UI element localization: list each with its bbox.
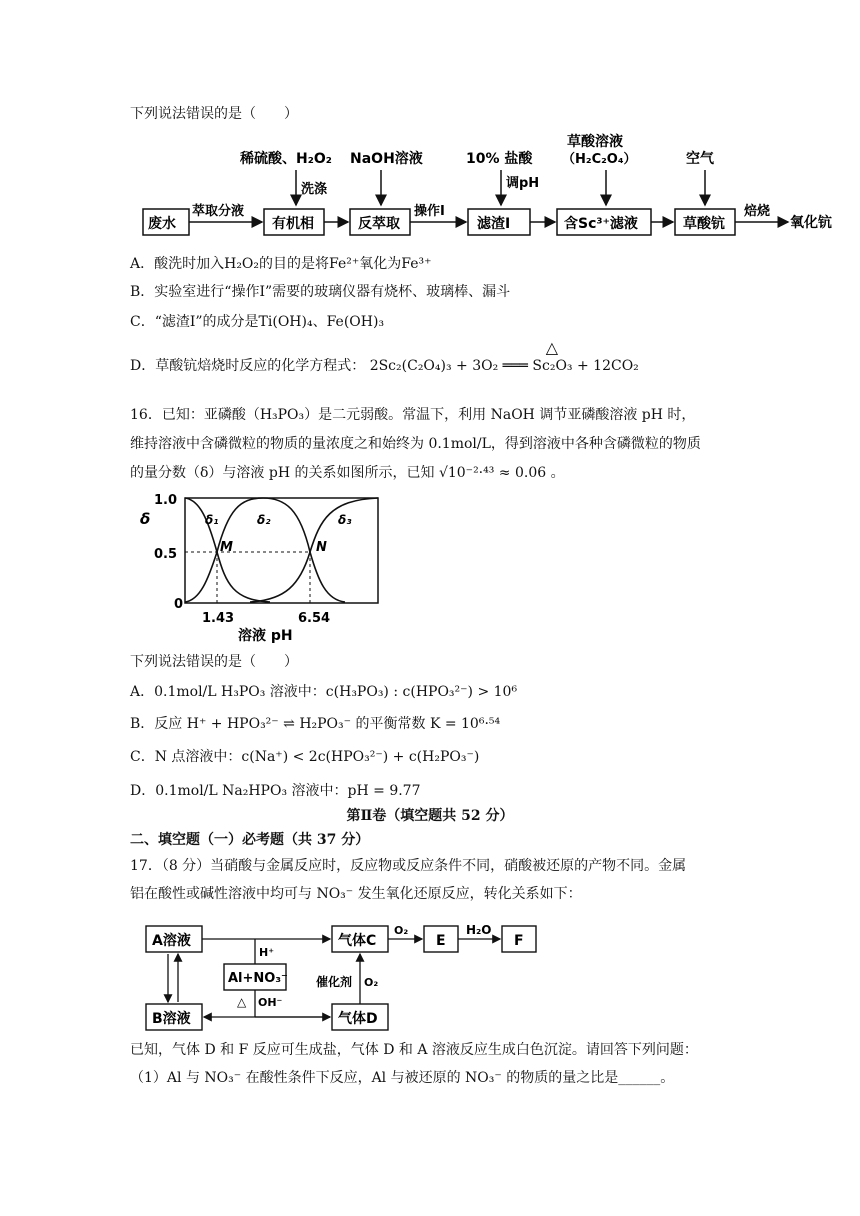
q16-stem-3: 的量分数（δ）与溶液 pH 的关系如图所示，已知 √10⁻²·⁴³ ≈ 0.06 。 [130, 465, 565, 481]
flow-box-residue: 滤渣Ⅰ [477, 216, 511, 232]
flow-step-ph: 调pH [506, 176, 540, 191]
graph-x-axis-label: 溶液 pH [238, 628, 293, 644]
diagram-f: F [514, 933, 524, 949]
process-flowchart [0, 130, 860, 250]
q15-option-b: B．实验室进行“操作Ⅰ”需要的玻璃仪器有烧杯、玻璃棒、漏斗 [130, 284, 511, 300]
graph-y-axis-label: δ [140, 510, 151, 528]
flow-step-roast: 焙烧 [744, 204, 771, 219]
q17-known: 已知，气体 D 和 F 反应可生成盐，气体 D 和 A 溶液反应生成白色沉淀。请回答下列问题： [130, 1042, 698, 1058]
diagram-b-solution: B溶液 [152, 1011, 191, 1027]
distribution-graph [130, 490, 410, 650]
graph-curve-delta3: δ₃ [338, 513, 352, 527]
graph-x-tick-2: 6.54 [298, 611, 331, 626]
q16-option-d: D．0.1mol/L Na₂HPO₃ 溶液中：pH = 9.77 [130, 783, 421, 799]
q17-stem-1: 17．（8 分）当硝酸与金属反应时，反应物或反应条件不同，硝酸被还原的产物不同。金属 [130, 858, 687, 874]
reaction-diagram [140, 914, 560, 1034]
q15-option-a: A．酸洗时加入H₂O₂的目的是将Fe²⁺氧化为Fe³⁺ [130, 256, 432, 272]
diagram-gas-d: 气体D [338, 1011, 378, 1027]
q16-option-b: B．反应 H⁺ + HPO₃²⁻ ⇌ H₂PO₃⁻ 的平衡常数 K = 10⁶·⁵⁴ [130, 716, 501, 732]
q17-stem-2: 铝在酸性或碱性溶液中均可与 NO₃⁻ 发生氧化还原反应，转化关系如下： [130, 886, 582, 902]
flow-box-organic: 有机相 [272, 216, 314, 232]
flow-box-scandium-oxalate: 草酸钪 [683, 216, 725, 232]
q15-option-d-prefix: D．草酸钪焙烧时反应的化学方程式： [130, 358, 366, 374]
graph-point-m: M [220, 540, 233, 555]
diagram-o2-top: O₂ [394, 924, 409, 937]
section2-title: 第Ⅱ卷（填空题共 52 分） [346, 808, 514, 824]
flow-box-wastewater: 废水 [148, 216, 176, 232]
graph-point-n: N [316, 540, 327, 555]
flow-step-wash: 洗涤 [301, 182, 328, 197]
diagram-delta: △ [237, 995, 247, 1009]
flow-input-naoh: NaOH溶液 [350, 151, 423, 167]
q15-option-d-condition: △ [545, 338, 558, 357]
q16-stem-1: 16．已知：亚磷酸（H₃PO₃）是二元弱酸。常温下，利用 NaOH 调节亚磷酸溶液 pH 时， [130, 407, 696, 423]
diagram-catalyst: 催化剂 [316, 975, 353, 989]
diagram-o2-side: O₂ [364, 976, 379, 989]
section2-part1: 二、填空题（一）必考题（共 37 分） [130, 832, 370, 848]
graph-curve-delta2: δ₂ [257, 513, 271, 527]
flow-input-oxalic-1: 草酸溶液 [567, 134, 623, 150]
flow-box-backextract: 反萃取 [358, 216, 400, 232]
q17-subquestion-1: （1）Al 与 NO₃⁻ 在酸性条件下反应，Al 与被还原的 NO₃⁻ 的物质的量之比是______。 [130, 1070, 675, 1086]
flow-input-oxalic-2: （H₂C₂O₄） [562, 152, 637, 167]
q15-option-d [130, 338, 639, 376]
flow-input-hcl: 10% 盐酸 [466, 151, 533, 167]
q16-prompt: 下列说法错误的是（ ） [130, 654, 298, 670]
diagram-al-nitrate: Al+NO₃⁻ [228, 971, 288, 986]
graph-y-tick-mid: 0.5 [154, 547, 178, 562]
flow-input-air: 空气 [686, 151, 714, 167]
q15-prompt: 下列说法错误的是（ ） [130, 106, 298, 122]
graph-curve-delta1: δ₁ [205, 513, 219, 527]
q16-stem-2: 维持溶液中含磷微粒的物质的量浓度之和始终为 0.1mol/L，得到溶液中各种含磷微粒的物质 [130, 436, 701, 452]
diagram-a-solution: A溶液 [152, 933, 191, 949]
graph-y-tick-zero: 0 [174, 597, 184, 612]
graph-x-tick-1: 1.43 [202, 611, 235, 626]
flow-step-op1: 操作Ⅰ [414, 204, 445, 219]
q16-option-c: C．N 点溶液中：c(Na⁺) < 2c(HPO₃²⁻) + c(H₂PO₃⁻) [130, 749, 480, 765]
flow-step-extract: 萃取分液 [192, 204, 245, 219]
diagram-e: E [436, 933, 446, 949]
q15-option-d-equation: △ 2Sc₂(C₂O₄)₃ + 3O₂ ═══ Sc₂O₃ + 12CO₂ [369, 338, 639, 374]
flow-product: 氧化钪 [790, 215, 832, 231]
flow-box-filtrate: 含Sc³⁺滤液 [564, 216, 638, 232]
diagram-h2o: H₂O [466, 923, 492, 937]
diagram-gas-c: 气体C [338, 933, 377, 949]
q16-option-a: A．0.1mol/L H₃PO₃ 溶液中：c(H₃PO₃) : c(HPO₃²⁻) > 10⁶ [130, 684, 518, 700]
diagram-h-plus: H⁺ [259, 946, 275, 959]
q15-option-c: C．“滤渣Ⅰ”的成分是Ti(OH)₄、Fe(OH)₃ [130, 314, 385, 330]
graph-y-tick-top: 1.0 [154, 493, 178, 508]
flow-input-acid: 稀硫酸、H₂O₂ [240, 151, 332, 167]
diagram-oh-minus: OH⁻ [258, 996, 283, 1009]
